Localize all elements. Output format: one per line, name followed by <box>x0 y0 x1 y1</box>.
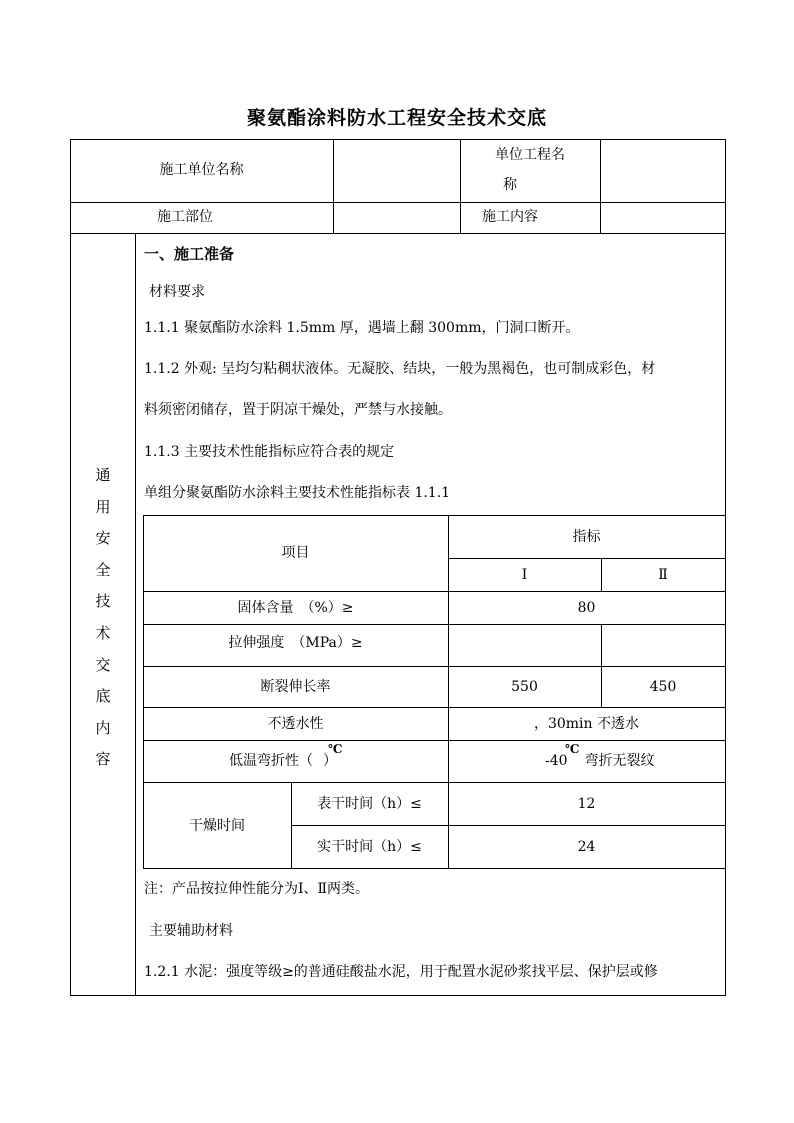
side-label-char: 容 <box>95 750 111 769</box>
side-label-char: 通 <box>95 466 111 484</box>
elongation-class-II-value: 450 <box>649 679 677 695</box>
table-caption: 单组分聚氨酯防水涂料主要技术性能指标表 1.1.1 <box>144 485 451 501</box>
table-border <box>70 233 726 234</box>
impermeability-value: ，30min 不透水 <box>533 716 640 732</box>
document-title: 聚氨酯涂料防水工程安全技术交底 <box>246 107 547 129</box>
dry-time-label: 干燥时间 <box>189 818 245 834</box>
low-temp-value-number: -40 <box>545 753 568 769</box>
material-requirements: 材料要求 <box>149 284 205 300</box>
table-border <box>70 202 726 203</box>
spec-table-border <box>143 868 725 869</box>
actual-dry-value: 24 <box>577 839 596 855</box>
elongation-class-I-value: 550 <box>511 679 538 695</box>
solid-content-value: 80 <box>577 600 596 616</box>
elongation-label: 断裂伸长率 <box>260 679 331 695</box>
surface-dry-label: 表干时间（h）≤ <box>317 796 422 812</box>
spec-table-border <box>143 740 725 741</box>
table-border-top <box>70 139 726 140</box>
paragraph-1-1-3: 1.1.3 主要技术性能指标应符合表的规定 <box>144 444 395 460</box>
spec-table-border <box>143 515 725 516</box>
side-label-char: 全 <box>95 560 111 579</box>
col-class-I-header: Ⅰ <box>521 567 528 583</box>
table-border <box>333 139 334 234</box>
paragraph-1-1-2-line1: 1.1.2 外观: 呈均匀粘稠状液体。无凝胶、结块，一般为黑褐色，也可制成彩色，材 <box>144 361 656 377</box>
table-border-right <box>725 139 726 996</box>
side-label <box>70 460 136 776</box>
low-temp-bend-close: ） <box>323 753 337 769</box>
spec-table-border <box>448 558 725 559</box>
spec-table-border <box>143 666 725 667</box>
impermeability-label: 不透水性 <box>267 716 324 732</box>
actual-dry-label: 实干时间（h）≤ <box>317 839 422 855</box>
table-note: 注：产品按拉伸性能分为Ⅰ、Ⅱ两类。 <box>144 881 370 897</box>
side-label-char: 用 <box>95 497 111 516</box>
low-temp-value-degree-sign: ℃ <box>565 742 580 756</box>
table-border <box>600 139 601 234</box>
side-label-char: 安 <box>95 529 111 548</box>
project-name-label-line2: 称 <box>503 177 517 193</box>
col-index-header: 指标 <box>572 529 601 545</box>
section-heading: 一、施工准备 <box>144 245 235 263</box>
low-temp-bend-text: 低温弯折性（ <box>229 753 313 769</box>
paragraph-1-1-2-line2: 料须密闭储存，置于阴凉干燥处，严禁与水接触。 <box>144 402 452 418</box>
low-temp-value-text: 弯折无裂纹 <box>584 753 655 769</box>
project-name-label-line1: 单位工程名 <box>495 147 565 163</box>
paragraph-1-2-1: 1.2.1 水泥：强度等级≥的普通硅酸盐水泥，用于配置水泥砂浆找平层、保护层或修 <box>144 964 658 980</box>
unit-name-label: 施工单位名称 <box>159 162 244 178</box>
col-class-II-header: Ⅱ <box>658 567 668 583</box>
spec-table-border <box>291 825 725 826</box>
spec-table-border <box>143 782 725 783</box>
spec-table-border <box>143 707 725 708</box>
low-temp-degree-sign: ℃ <box>328 742 343 756</box>
spec-table-border <box>143 591 725 592</box>
side-label-char: 术 <box>95 623 111 642</box>
spec-table-border <box>143 624 725 625</box>
solid-content-label: 固体含量 （%）≥ <box>237 600 354 616</box>
low-temp-bend-value <box>545 752 655 770</box>
side-label-char: 底 <box>95 687 111 706</box>
side-label-char: 内 <box>95 718 111 737</box>
col-item-header: 项目 <box>281 545 310 561</box>
content-label: 施工内容 <box>482 209 538 225</box>
location-label: 施工部位 <box>157 209 213 225</box>
side-label-char: 技 <box>95 592 111 611</box>
side-label-char: 交 <box>95 655 111 674</box>
low-temp-bend-label <box>229 752 337 770</box>
surface-dry-value: 12 <box>577 796 596 812</box>
aux-materials-heading: 主要辅助材料 <box>149 923 233 939</box>
table-border-bottom <box>70 995 726 996</box>
tensile-strength-label: 拉伸强度 （MPa）≥ <box>228 635 363 651</box>
paragraph-1-1-1: 1.1.1 聚氨酯防水涂料 1.5mm 厚，遇墙上翻 300mm，门洞口断开。 <box>144 320 580 336</box>
